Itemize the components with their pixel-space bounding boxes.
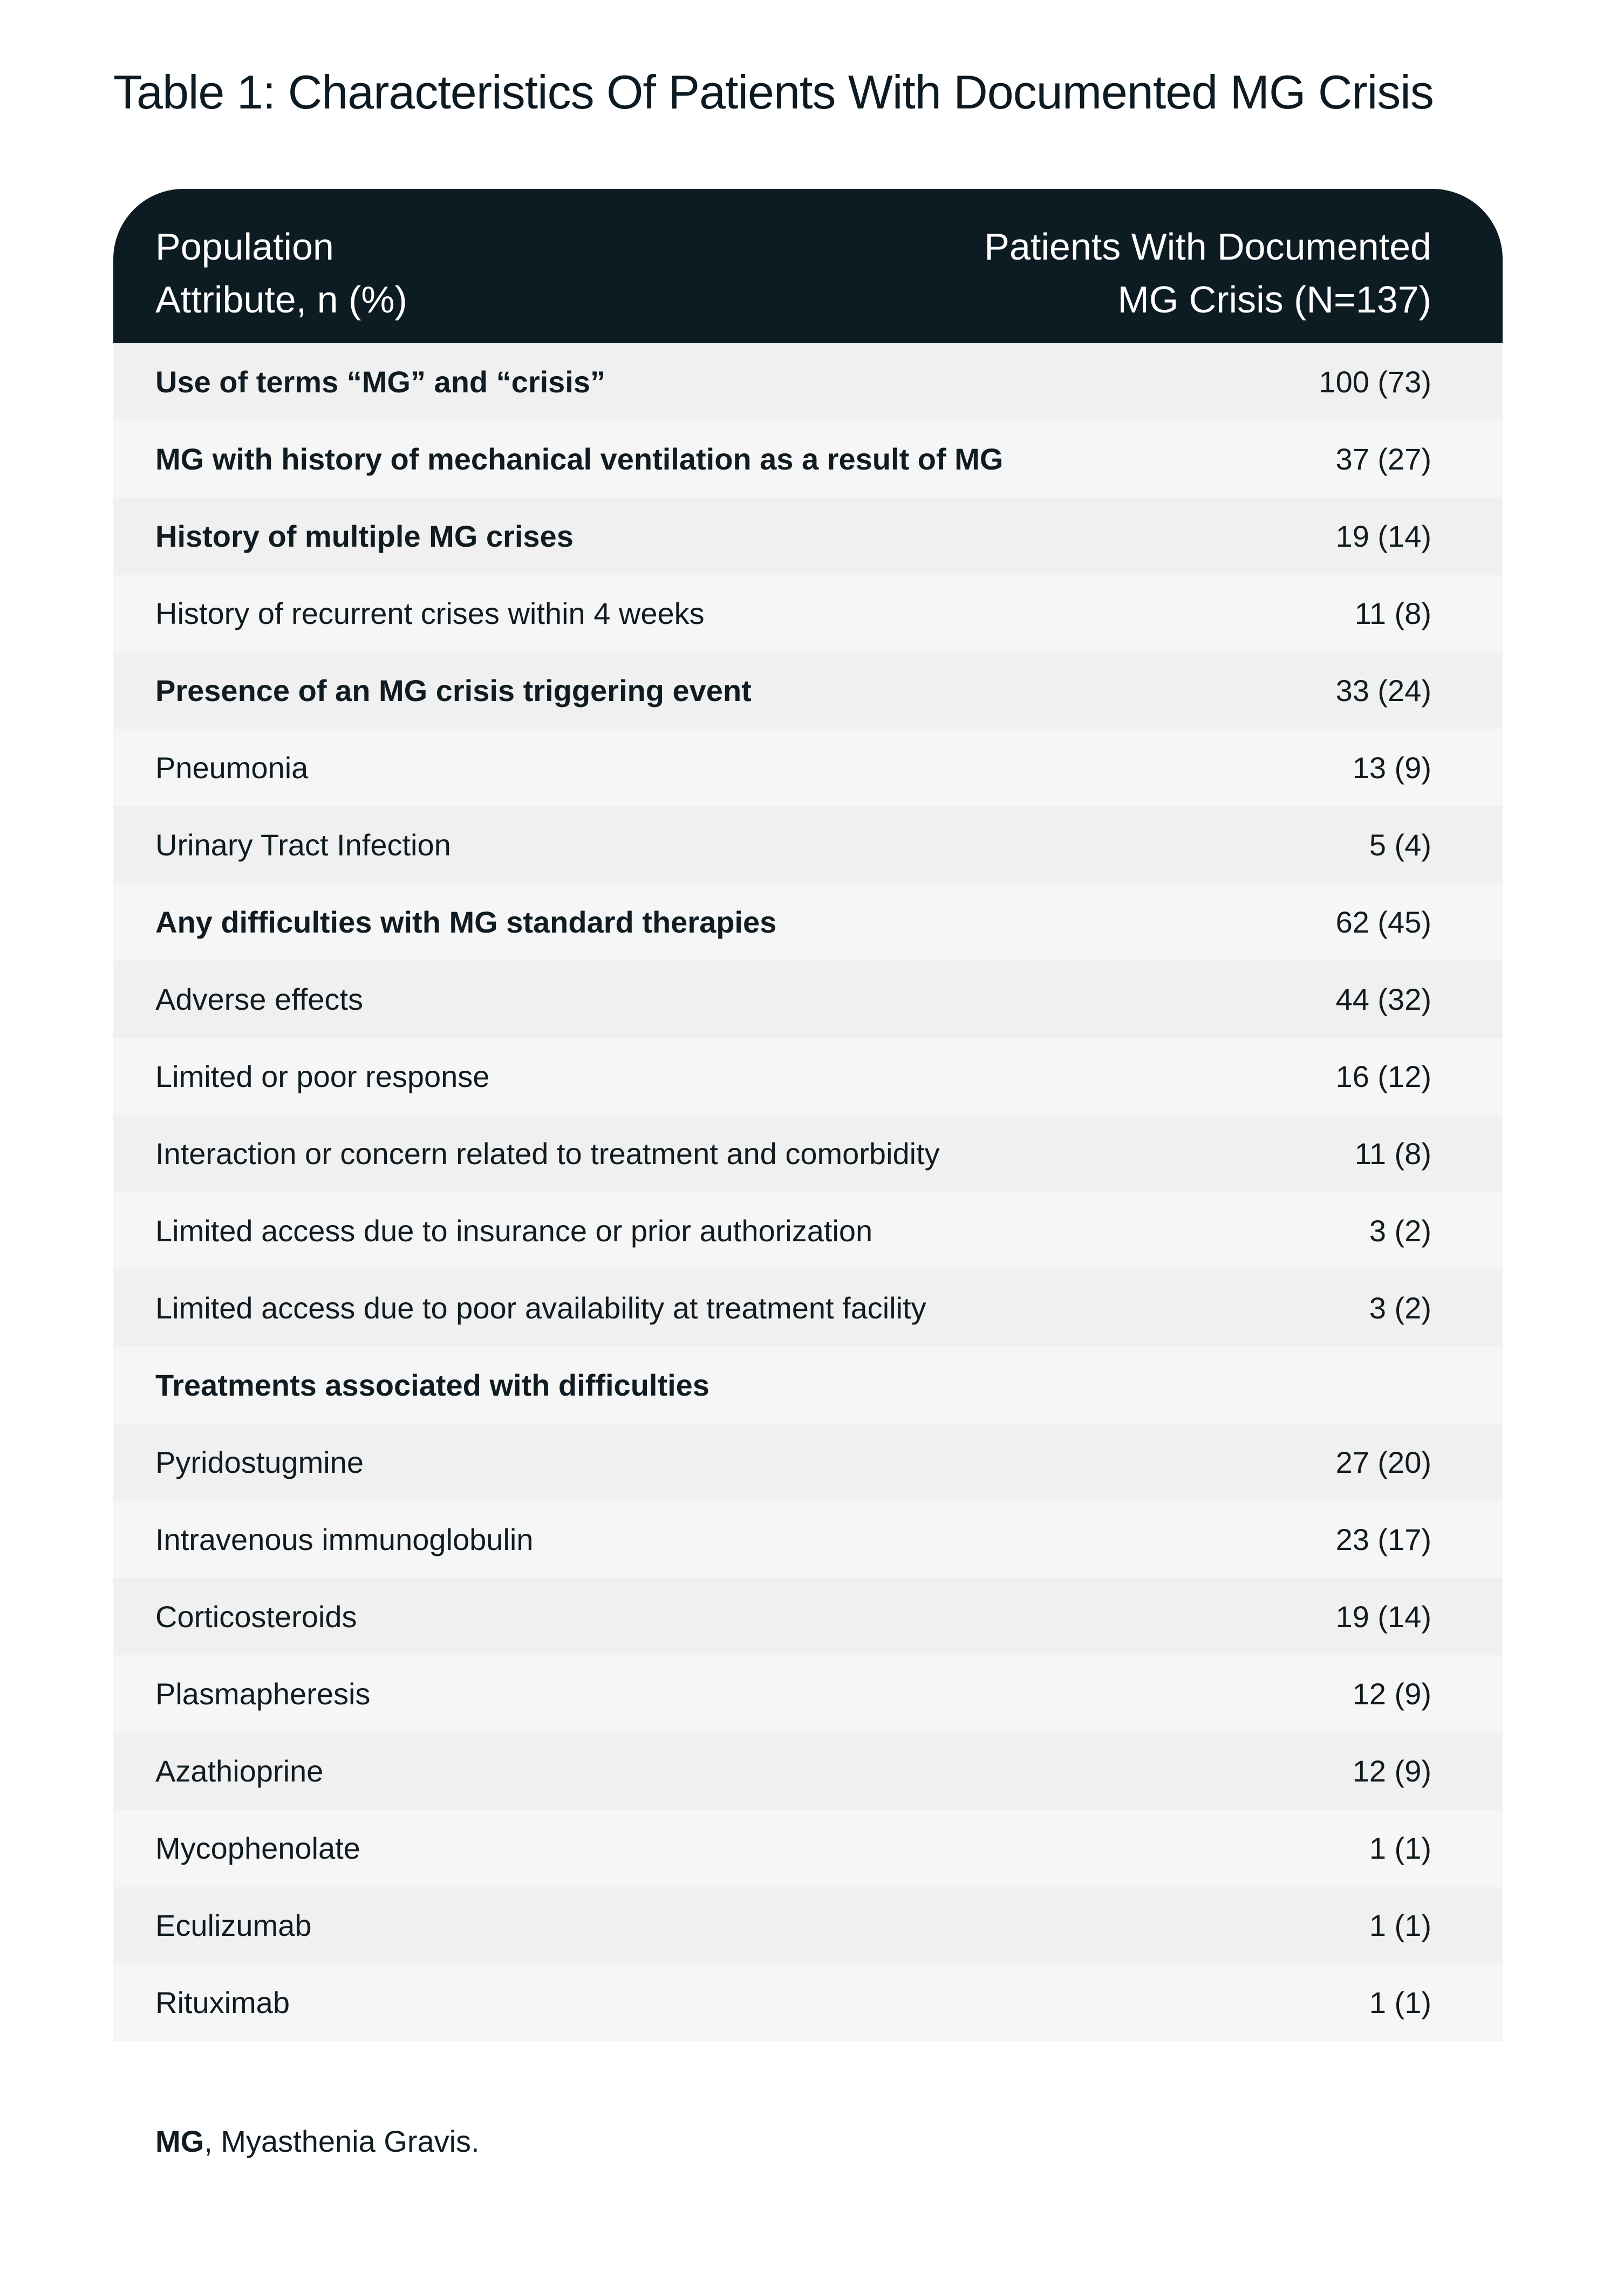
row-label: Presence of an MG crisis triggering event xyxy=(155,674,752,708)
row-label: Treatments associated with difficulties xyxy=(155,1368,709,1402)
footnote xyxy=(155,2124,480,2159)
row-label: Limited or poor response xyxy=(155,1059,490,1093)
table-header xyxy=(113,189,1503,343)
table-row xyxy=(113,1655,1503,1732)
row-label: Use of terms “MG” and “crisis” xyxy=(155,365,606,399)
row-label: Any difficulties with MG standard therapies xyxy=(155,905,777,939)
table-title: Table 1: Characteristics Of Patients With Documented MG Crisis xyxy=(113,65,1434,119)
row-value: 16 (12) xyxy=(1335,1059,1431,1093)
row-value: 19 (14) xyxy=(1335,1600,1431,1634)
row-label: Limited access due to insurance or prior authorization xyxy=(155,1214,873,1248)
table-row xyxy=(113,1192,1503,1269)
row-label: Azathioprine xyxy=(155,1754,324,1788)
table-row xyxy=(113,1810,1503,1887)
header-col2-line1: Patients With Documented xyxy=(984,226,1431,268)
row-label: Corticosteroids xyxy=(155,1600,357,1634)
header-col1-line2: Attribute, n (%) xyxy=(155,278,407,321)
row-label: Limited access due to poor availability at treatment facility xyxy=(155,1291,926,1325)
row-value: 19 (14) xyxy=(1335,519,1431,553)
row-label: Mycophenolate xyxy=(155,1831,360,1865)
row-label: History of multiple MG crises xyxy=(155,519,574,553)
row-value: 1 (1) xyxy=(1369,1908,1431,1942)
table-row xyxy=(113,1501,1503,1578)
row-label: Eculizumab xyxy=(155,1908,312,1942)
row-value: 5 (4) xyxy=(1369,828,1431,862)
table-row xyxy=(113,498,1503,575)
row-value: 1 (1) xyxy=(1369,1831,1431,1865)
row-value: 100 (73) xyxy=(1319,365,1431,399)
table-row xyxy=(113,420,1503,498)
row-value: 11 (8) xyxy=(1354,596,1431,630)
row-value: 37 (27) xyxy=(1335,442,1431,476)
table-row xyxy=(113,1038,1503,1115)
row-label: Interaction or concern related to treatment and comorbidity xyxy=(155,1137,940,1171)
table-row xyxy=(113,883,1503,961)
table-row xyxy=(113,1964,1503,2041)
header-patients-count xyxy=(784,220,1431,326)
header-col1-line1: Population xyxy=(155,226,334,268)
row-label: Urinary Tract Infection xyxy=(155,828,451,862)
row-value: 33 (24) xyxy=(1335,674,1431,708)
row-label: Rituximab xyxy=(155,1986,290,2020)
row-value: 62 (45) xyxy=(1335,905,1431,939)
row-label: Plasmapheresis xyxy=(155,1677,371,1711)
table-row xyxy=(113,343,1503,420)
row-value: 12 (9) xyxy=(1352,1677,1431,1711)
row-label: Pneumonia xyxy=(155,751,309,785)
header-col2-line2: MG Crisis (N=137) xyxy=(1117,278,1431,321)
row-value: 44 (32) xyxy=(1335,982,1431,1016)
row-value: 3 (2) xyxy=(1369,1291,1431,1325)
row-value: 23 (17) xyxy=(1335,1522,1431,1556)
row-label: MG with history of mechanical ventilation as a result of MG xyxy=(155,442,1004,476)
row-label: Intravenous immunoglobulin xyxy=(155,1522,534,1556)
row-label: Adverse effects xyxy=(155,982,363,1016)
table-row xyxy=(113,1424,1503,1501)
row-value: 1 (1) xyxy=(1369,1986,1431,2020)
row-value: 3 (2) xyxy=(1369,1214,1431,1248)
row-label: Pyridostugmine xyxy=(155,1445,364,1479)
table-row xyxy=(113,1269,1503,1347)
table-row xyxy=(113,1347,1503,1424)
footnote-abbreviation: MG xyxy=(155,2124,204,2158)
table-row xyxy=(113,806,1503,883)
table-row xyxy=(113,1115,1503,1192)
table-row xyxy=(113,961,1503,1038)
table-row xyxy=(113,729,1503,806)
table-row xyxy=(113,652,1503,729)
table-row xyxy=(113,1887,1503,1964)
row-value: 11 (8) xyxy=(1354,1137,1431,1171)
table-row xyxy=(113,1578,1503,1655)
row-value: 27 (20) xyxy=(1335,1445,1431,1479)
characteristics-table xyxy=(113,189,1503,2041)
row-value: 12 (9) xyxy=(1352,1754,1431,1788)
table-row xyxy=(113,1732,1503,1810)
header-population-attribute xyxy=(155,220,641,326)
row-label: History of recurrent crises within 4 weeks xyxy=(155,596,705,630)
row-value: 13 (9) xyxy=(1352,751,1431,785)
table-row xyxy=(113,575,1503,652)
footnote-text: , Myasthenia Gravis. xyxy=(204,2124,480,2158)
table-body xyxy=(113,343,1503,2041)
